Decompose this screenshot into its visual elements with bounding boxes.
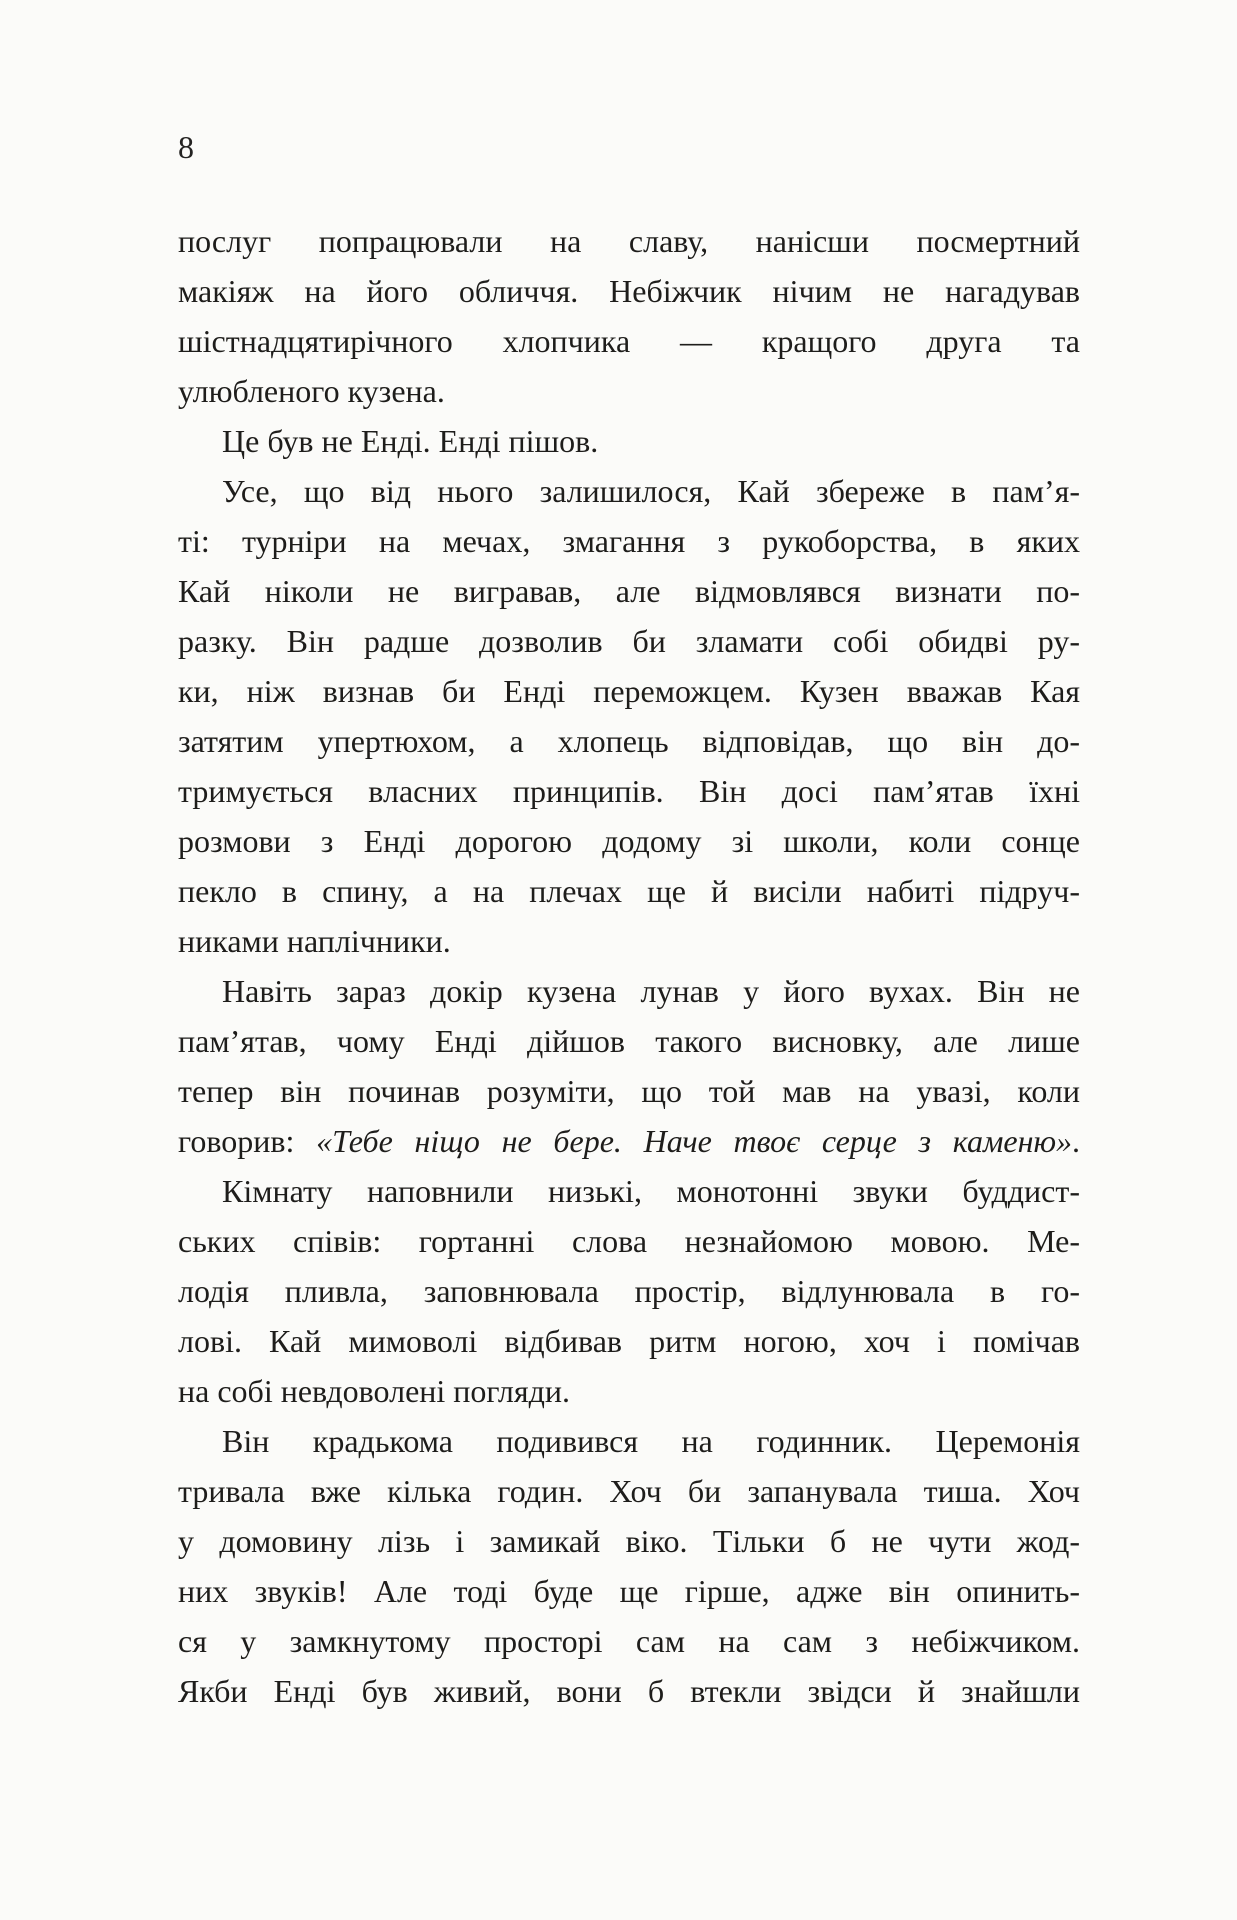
page-number: 8	[178, 129, 194, 165]
text-segment: у домовину лізь і замикай віко. Тільки б не чути жод-	[178, 1523, 1080, 1559]
text-line	[178, 1066, 1080, 1116]
text-segment: Навіть зараз докір кузена лунав у його вухах. Він не	[222, 973, 1080, 1009]
text-segment: розмови з Енді дорогою додому зі школи, коли сонце	[178, 823, 1080, 859]
text-segment: на собі невдоволені погляди.	[178, 1373, 570, 1409]
paragraph	[178, 1166, 1080, 1416]
text-line	[178, 1116, 1080, 1166]
text-line	[178, 416, 1080, 466]
page-body	[178, 216, 1080, 1716]
text-line	[178, 1016, 1080, 1066]
text-segment: ських співів: гортанні слова незнайомою мовою. Ме-	[178, 1223, 1080, 1259]
text-segment: .	[1072, 1123, 1081, 1159]
text-line	[178, 1466, 1080, 1516]
text-segment: послуг попрацювали на славу, нанісши посмертний	[178, 223, 1080, 259]
text-segment: никами наплічники.	[178, 923, 451, 959]
text-line	[178, 766, 1080, 816]
text-line	[178, 366, 1080, 416]
text-line	[178, 1616, 1080, 1666]
text-line	[178, 216, 1080, 266]
text-segment: ся у замкнутому просторі сам на сам з небіжчиком.	[178, 1623, 1080, 1659]
text-line	[178, 1366, 1080, 1416]
paragraph	[178, 216, 1080, 416]
text-line	[178, 916, 1080, 966]
text-segment: затятим упертюхом, а хлопець відповідав, що він до-	[178, 723, 1080, 759]
text-segment: Усе, що від нього залишилося, Кай збереже в пам’я-	[222, 473, 1080, 509]
text-segment: тепер він починав розуміти, що той мав на увазі, коли	[178, 1073, 1080, 1109]
text-segment: лодія пливла, заповнювала простір, відлунювала в го-	[178, 1273, 1080, 1309]
text-line	[178, 866, 1080, 916]
text-line	[178, 466, 1080, 516]
text-segment: шістнадцятирічного хлопчика — кращого друга та	[178, 323, 1080, 359]
text-line	[178, 266, 1080, 316]
text-segment: улюбленого кузена.	[178, 373, 445, 409]
text-line	[178, 1316, 1080, 1366]
text-segment: Він крадькома подивився на годинник. Церемонія	[222, 1423, 1080, 1459]
paragraph	[178, 966, 1080, 1166]
text-segment: Кай ніколи не вигравав, але відмовлявся визнати по-	[178, 573, 1080, 609]
paragraph	[178, 416, 1080, 466]
text-segment: Якби Енді був живий, вони б втекли звідси й знайшли	[178, 1673, 1080, 1709]
text-line	[178, 516, 1080, 566]
text-line	[178, 1416, 1080, 1466]
text-segment: говорив:	[178, 1123, 317, 1159]
text-line	[178, 616, 1080, 666]
text-segment: ті: турніри на мечах, змагання з рукоборства, в яких	[178, 523, 1080, 559]
text-segment: ки, ніж визнав би Енді переможцем. Кузен вважав Кая	[178, 673, 1080, 709]
text-line	[178, 566, 1080, 616]
text-segment: тривала вже кілька годин. Хоч би запанувала тиша. Хоч	[178, 1473, 1080, 1509]
text-segment: разку. Він радше дозволив би зламати собі обидві ру-	[178, 623, 1080, 659]
text-segment: тримується власних принципів. Він досі пам’ятав їхні	[178, 773, 1080, 809]
text-segment: Кімнату наповнили низькі, монотонні звуки буддист-	[222, 1173, 1080, 1209]
text-segment: них звуків! Але тоді буде ще гірше, адже він опинить-	[178, 1573, 1080, 1609]
text-line	[178, 666, 1080, 716]
text-line	[178, 1566, 1080, 1616]
text-segment: лові. Кай мимоволі відбивав ритм ногою, хоч і помічав	[178, 1323, 1080, 1359]
text-line	[178, 1216, 1080, 1266]
text-segment: пекло в спину, а на плечах ще й висіли набиті підруч-	[178, 873, 1080, 909]
text-line	[178, 1266, 1080, 1316]
text-segment: макіяж на його обличчя. Небіжчик нічим не нагадував	[178, 273, 1080, 309]
quoted-italic-text: «Тебе ніщо не бере. Наче твоє серце з каменю»	[316, 1123, 1073, 1159]
text-line	[178, 1516, 1080, 1566]
text-segment: Це був не Енді. Енді пішов.	[222, 423, 599, 459]
text-line	[178, 966, 1080, 1016]
text-line	[178, 316, 1080, 366]
paragraph	[178, 466, 1080, 966]
text-line	[178, 1166, 1080, 1216]
text-line	[178, 1666, 1080, 1716]
text-segment: пам’ятав, чому Енді дійшов такого висновку, але лише	[178, 1023, 1080, 1059]
text-line	[178, 716, 1080, 766]
text-line	[178, 816, 1080, 866]
paragraph	[178, 1416, 1080, 1716]
